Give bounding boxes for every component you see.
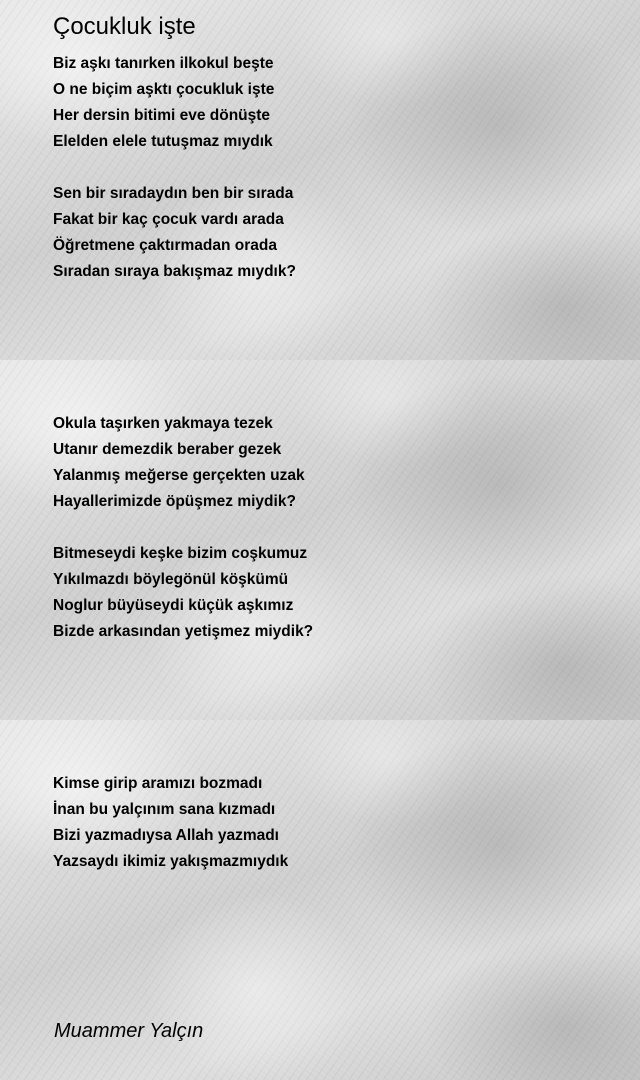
poem-line: Bizi yazmadıysa Allah yazmadı (53, 827, 279, 844)
poem-line: Sıradan sıraya bakışmaz mıydık? (53, 263, 296, 280)
poem-line: Kimse girip aramızı bozmadı (53, 775, 263, 792)
poem-line: Fakat bir kaç çocuk vardı arada (53, 211, 284, 228)
poem-line: Noglur büyüseydi küçük aşkımız (53, 597, 294, 614)
poem-line: Öğretmene çaktırmadan orada (53, 237, 277, 254)
poem-title: Çocukluk işte (53, 13, 196, 40)
poem-line: Bizde arkasından yetişmez miydik? (53, 623, 314, 640)
poem-line: Biz aşkı tanırken ilkokul beşte (53, 55, 274, 72)
poem-author: Muammer Yalçın (54, 1020, 204, 1042)
poem-line: Her dersin bitimi eve dönüşte (53, 107, 271, 124)
poem-stanza (53, 541, 313, 645)
poem-line: Bitmeseydi keşke bizim coşkumuz (53, 545, 308, 562)
poem-line: O ne biçim aşktı çocukluk işte (53, 81, 275, 98)
poem-line: Yıkılmazdı böylegönül köşkümü (53, 571, 289, 588)
poem-stanza (53, 411, 305, 515)
poem-line: Yalanmış meğerse gerçekten uzak (53, 467, 305, 484)
poem-line: Yazsaydı ikimiz yakışmazmıydık (53, 853, 289, 870)
poem-line: Utanır demezdik beraber gezek (53, 441, 282, 458)
poem-line: Okula taşırken yakmaya tezek (53, 415, 273, 432)
poem-stanza (53, 181, 296, 285)
poem-line: Sen bir sıradaydın ben bir sırada (53, 185, 294, 202)
poem-stanza (53, 51, 274, 155)
poem-line: Elelden elele tutuşmaz mıydık (53, 133, 273, 150)
poem-panel-1 (0, 0, 640, 360)
poem-line: İnan bu yalçınım sana kızmadı (53, 801, 276, 818)
poem-panel-3 (0, 720, 640, 1080)
poem-stanza (53, 771, 288, 875)
poem-panel-2 (0, 360, 640, 720)
poem-line: Hayallerimizde öpüşmez miydik? (53, 493, 296, 510)
